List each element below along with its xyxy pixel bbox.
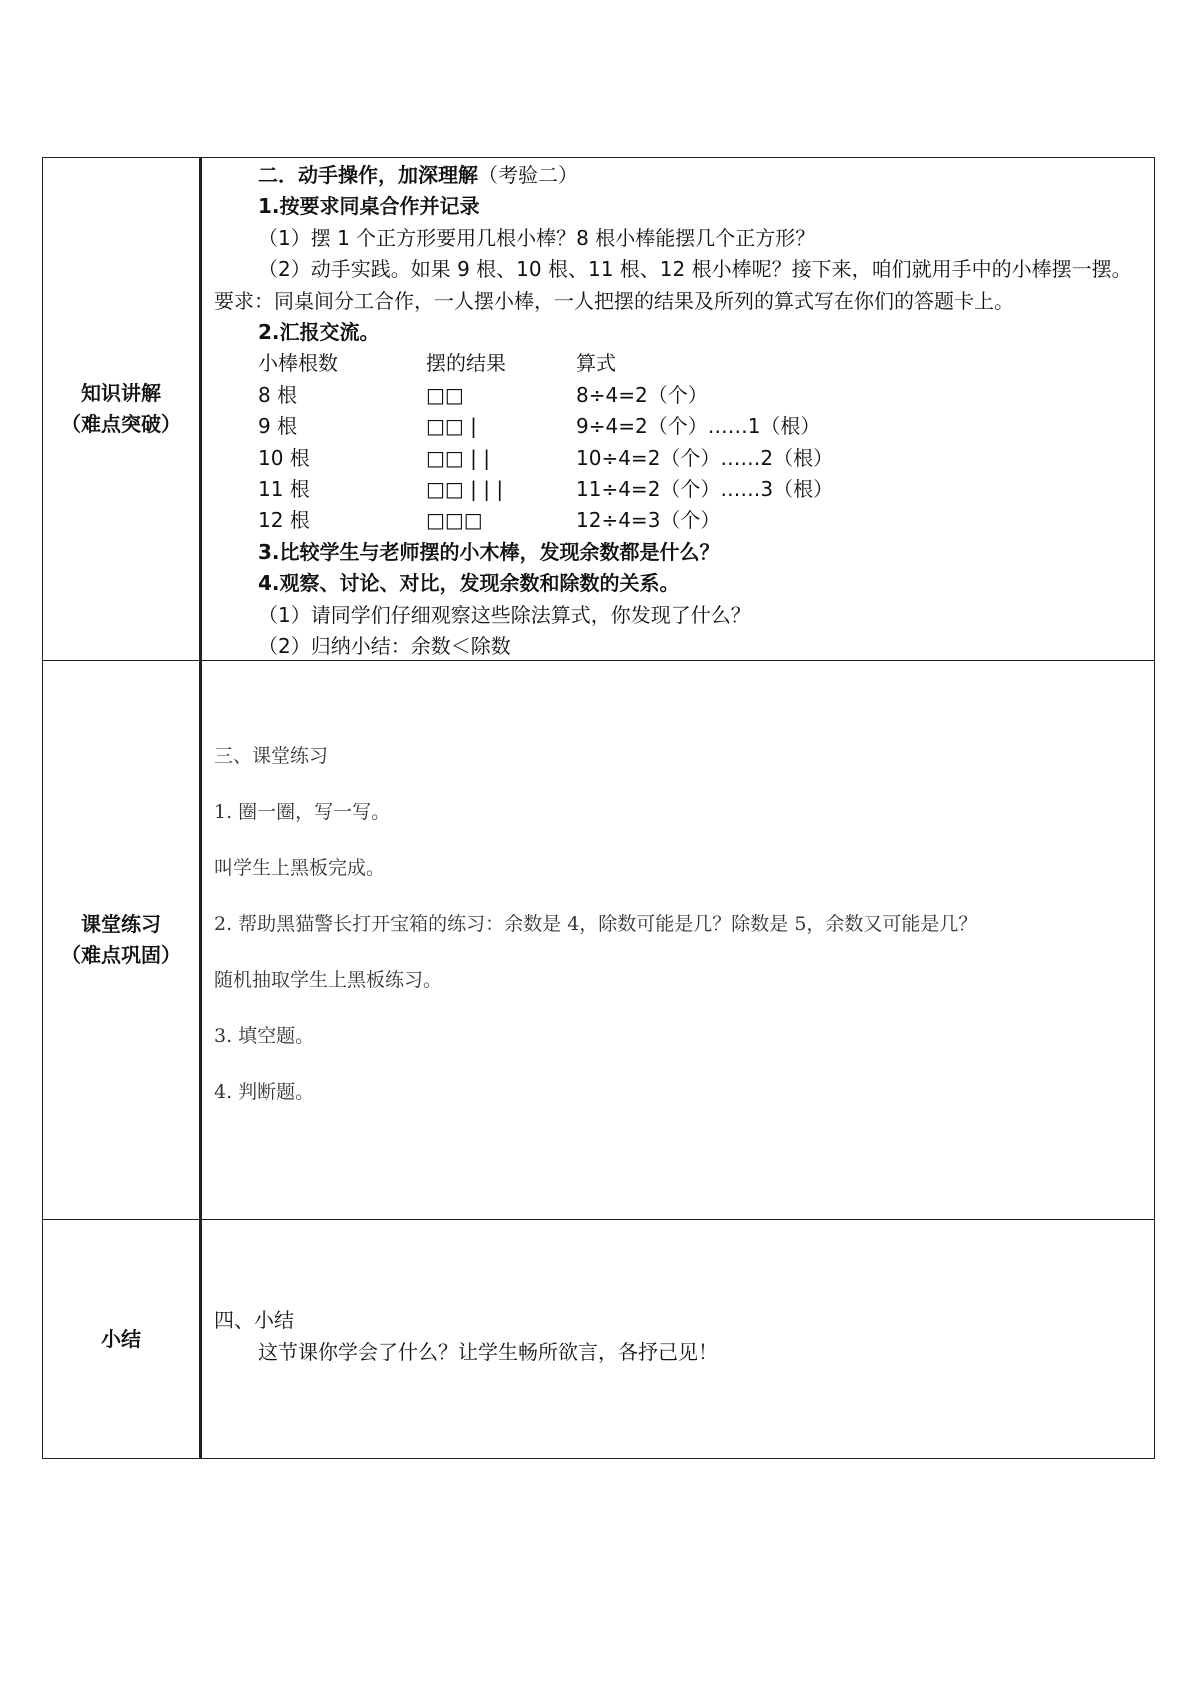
item-4: 4.观察、讨论、对比，发现余数和除数的关系。 <box>258 571 680 596</box>
table-row <box>43 661 1155 1220</box>
row-label <box>43 158 201 661</box>
knowledge-section <box>214 160 1142 663</box>
row-content <box>201 661 1155 1220</box>
practice-line: 2. 帮助黑猫警长打开宝箱的练习：余数是 4，除数可能是几？除数是 5，余数又可能是几？ <box>214 913 978 935</box>
table-row <box>43 158 1155 661</box>
practice-line: 1. 圈一圈，写一写。 <box>214 801 391 823</box>
practice-line: 3. 填空题。 <box>214 1025 315 1047</box>
row-label <box>43 1220 201 1459</box>
record-row: 12 根 □□□ 12÷4=3（个） <box>258 508 721 533</box>
question-1: （1）摆 1 个正方形要用几根小棒？8 根小棒能摆几个正方形？ <box>258 225 816 250</box>
row-content <box>201 158 1155 661</box>
question-3: （1）请同学们仔细观察这些除法算式，你发现了什么？ <box>258 602 751 627</box>
practice-section <box>214 741 1142 1133</box>
practice-line: 三、课堂练习 <box>214 745 329 767</box>
practice-line: 4. 判断题。 <box>214 1081 315 1103</box>
row-label-title: 课堂练习 <box>81 912 161 936</box>
summary-body: 这节课你学会了什么？让学生畅所欲言，各抒己见！ <box>258 1340 718 1364</box>
row-label-subtitle: （难点巩固） <box>61 943 181 967</box>
summary-section <box>214 1304 1142 1368</box>
item-3: 3.比较学生与老师摆的小木棒，发现余数都是什么？ <box>258 539 720 564</box>
practice-line: 叫学生上黑板完成。 <box>214 857 386 879</box>
record-row: 9 根 □□ | 9÷4=2（个）……1（根） <box>258 414 821 439</box>
summary-heading: 四、小结 <box>214 1308 294 1332</box>
section-heading: 二．动手操作，加深理解（考验二） <box>258 163 578 187</box>
row-label-title: 小结 <box>101 1326 141 1351</box>
record-row: 11 根 □□ | | | 11÷4=2（个）……3（根） <box>258 477 834 502</box>
record-row: 10 根 □□ | | 10÷4=2（个）……2（根） <box>258 445 834 470</box>
item-2: 2.汇报交流。 <box>258 320 380 345</box>
row-label-subtitle: （难点突破） <box>61 412 181 436</box>
record-row: 8 根 □□ 8÷4=2（个） <box>258 382 708 407</box>
row-label <box>43 661 201 1220</box>
question-4: （2）归纳小结：余数＜除数 <box>258 634 511 659</box>
table-row <box>43 1220 1155 1459</box>
row-content <box>201 1220 1155 1459</box>
row-label-title: 知识讲解 <box>81 381 161 405</box>
record-header: 小棒根数 摆的结果 算式 <box>258 351 616 376</box>
practice-line: 随机抽取学生上黑板练习。 <box>214 969 443 991</box>
lesson-plan-table <box>42 157 1155 1459</box>
question-2: （2）动手实践。如果 9 根、10 根、11 根、12 根小棒呢？接下来，咱们就用手中的小棒摆一摆。要求：同桌间分工合作，一人摆小棒，一人把摆的结果及所列的算式写在你们的答题卡上。 <box>214 257 1132 313</box>
item-1: 1.按要求同桌合作并记录 <box>258 194 480 219</box>
